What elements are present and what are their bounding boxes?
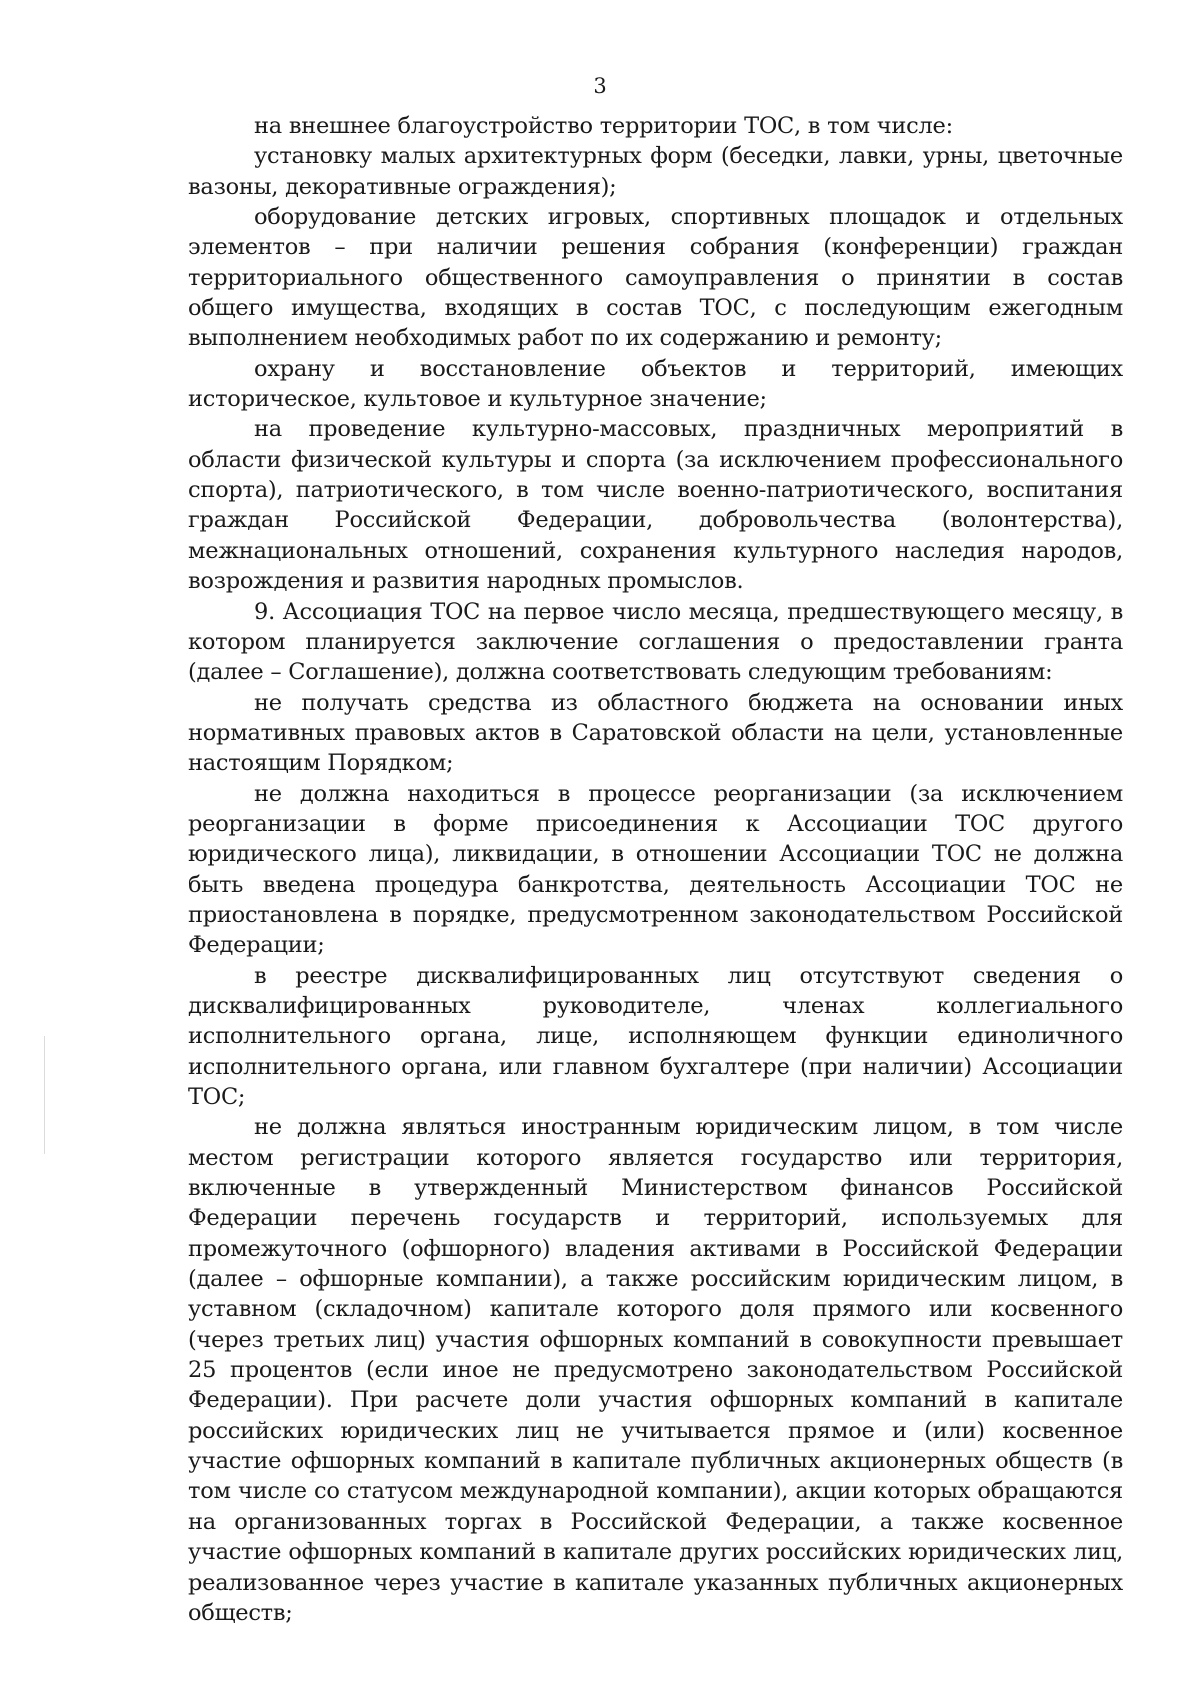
paragraph-section-9: 9. Ассоциация ТОС на первое число месяца, предшествующего месяцу, в котором планируется заключение соглашения о предоставлении гранта (далее – Соглашение), должна соответствовать следующим требованиям:: [188, 598, 1123, 686]
paragraph-cultural-events: на проведение культурно-массовых, праздничных мероприятий в области физической культуры и спорта (за исключением профессионального спорта), патриотического, в том числе военно-патриотического, воспитания граждан Российской Федерации, добровольчества (волонтерства), межнациональных отношений, сохранения культурного наследия народов, возрождения и развития народных промыслов.: [188, 416, 1123, 595]
scan-margin-mark: [44, 1036, 45, 1154]
paragraph-no-reorganization: не должна находиться в процессе реорганизации (за исключением реорганизации в форме присоединения к Ассоциации ТОС другого юридического лица), ликвидации, в отношении Ассоциации ТОС не должна быть введена процедура банкротства, деятельность Ассоциации ТОС не приостановлена в порядке, предусмотренном законодательством Российской Федерации;: [188, 780, 1123, 959]
paragraph-disqualified-registry: в реестре дисквалифицированных лиц отсутствуют сведения о дисквалифицированных руководителе, членах коллегиального исполнительного органа, лице, исполняющем функции единоличного исполнительного органа, или главном бухгалтере (при наличии) Ассоциации ТОС;: [188, 962, 1123, 1110]
paragraph-no-other-funds: не получать средства из областного бюджета на основании иных нормативных правовых актов в Саратовской области на цели, установленные настоящим Порядком;: [188, 689, 1123, 777]
paragraph-offshore: не должна являться иностранным юридическим лицом, в том числе местом регистрации которого является государство или территория, включенные в утвержденный Министерством финансов Российской Федерации перечень государств и территорий, используемых для промежуточного (офшорного) владения активами в Российской Федерации (далее – офшорные компании), а также российским юридическим лицом, в уставном (складочном) капитале которого доля прямого или косвенного (через третьих лиц) участия офшорных компаний в совокупности превышает 25 процентов (если иное не предусмотрено законодательством Российской Федерации). При расчете доли участия офшорных компаний в капитале российских юридических лиц не учитывается прямое и (или) косвенное участие офшорных компаний в капитале публичных акционерных обществ (в том числе со статусом международной компании), акции которых обращаются на организованных торгах в Российской Федерации, а также косвенное участие офшорных компаний в капитале других российских юридических лиц, реализованное через участие в капитале указанных публичных акционерных обществ;: [188, 1114, 1123, 1626]
paragraph-intro: на внешнее благоустройство территории ТОС, в том числе:: [254, 113, 953, 139]
paragraph-playgrounds: оборудование детских игровых, спортивных площадок и отдельных элементов – при наличии решения собрания (конференции) граждан территориального общественного самоуправления о принятии в состав общего имущества, входящих в состав ТОС, с последующим ежегодным выполнением необходимых работ по их содержанию и ремонту;: [188, 204, 1123, 352]
document-body: [188, 111, 1123, 1628]
paragraph-heritage: охрану и восстановление объектов и территорий, имеющих историческое, культовое и культурное значение;: [188, 355, 1123, 413]
paragraph-small-forms: установку малых архитектурных форм (беседки, лавки, урны, цветочные вазоны, декоративные ограждения);: [188, 143, 1123, 200]
page-number: 3: [593, 74, 607, 98]
